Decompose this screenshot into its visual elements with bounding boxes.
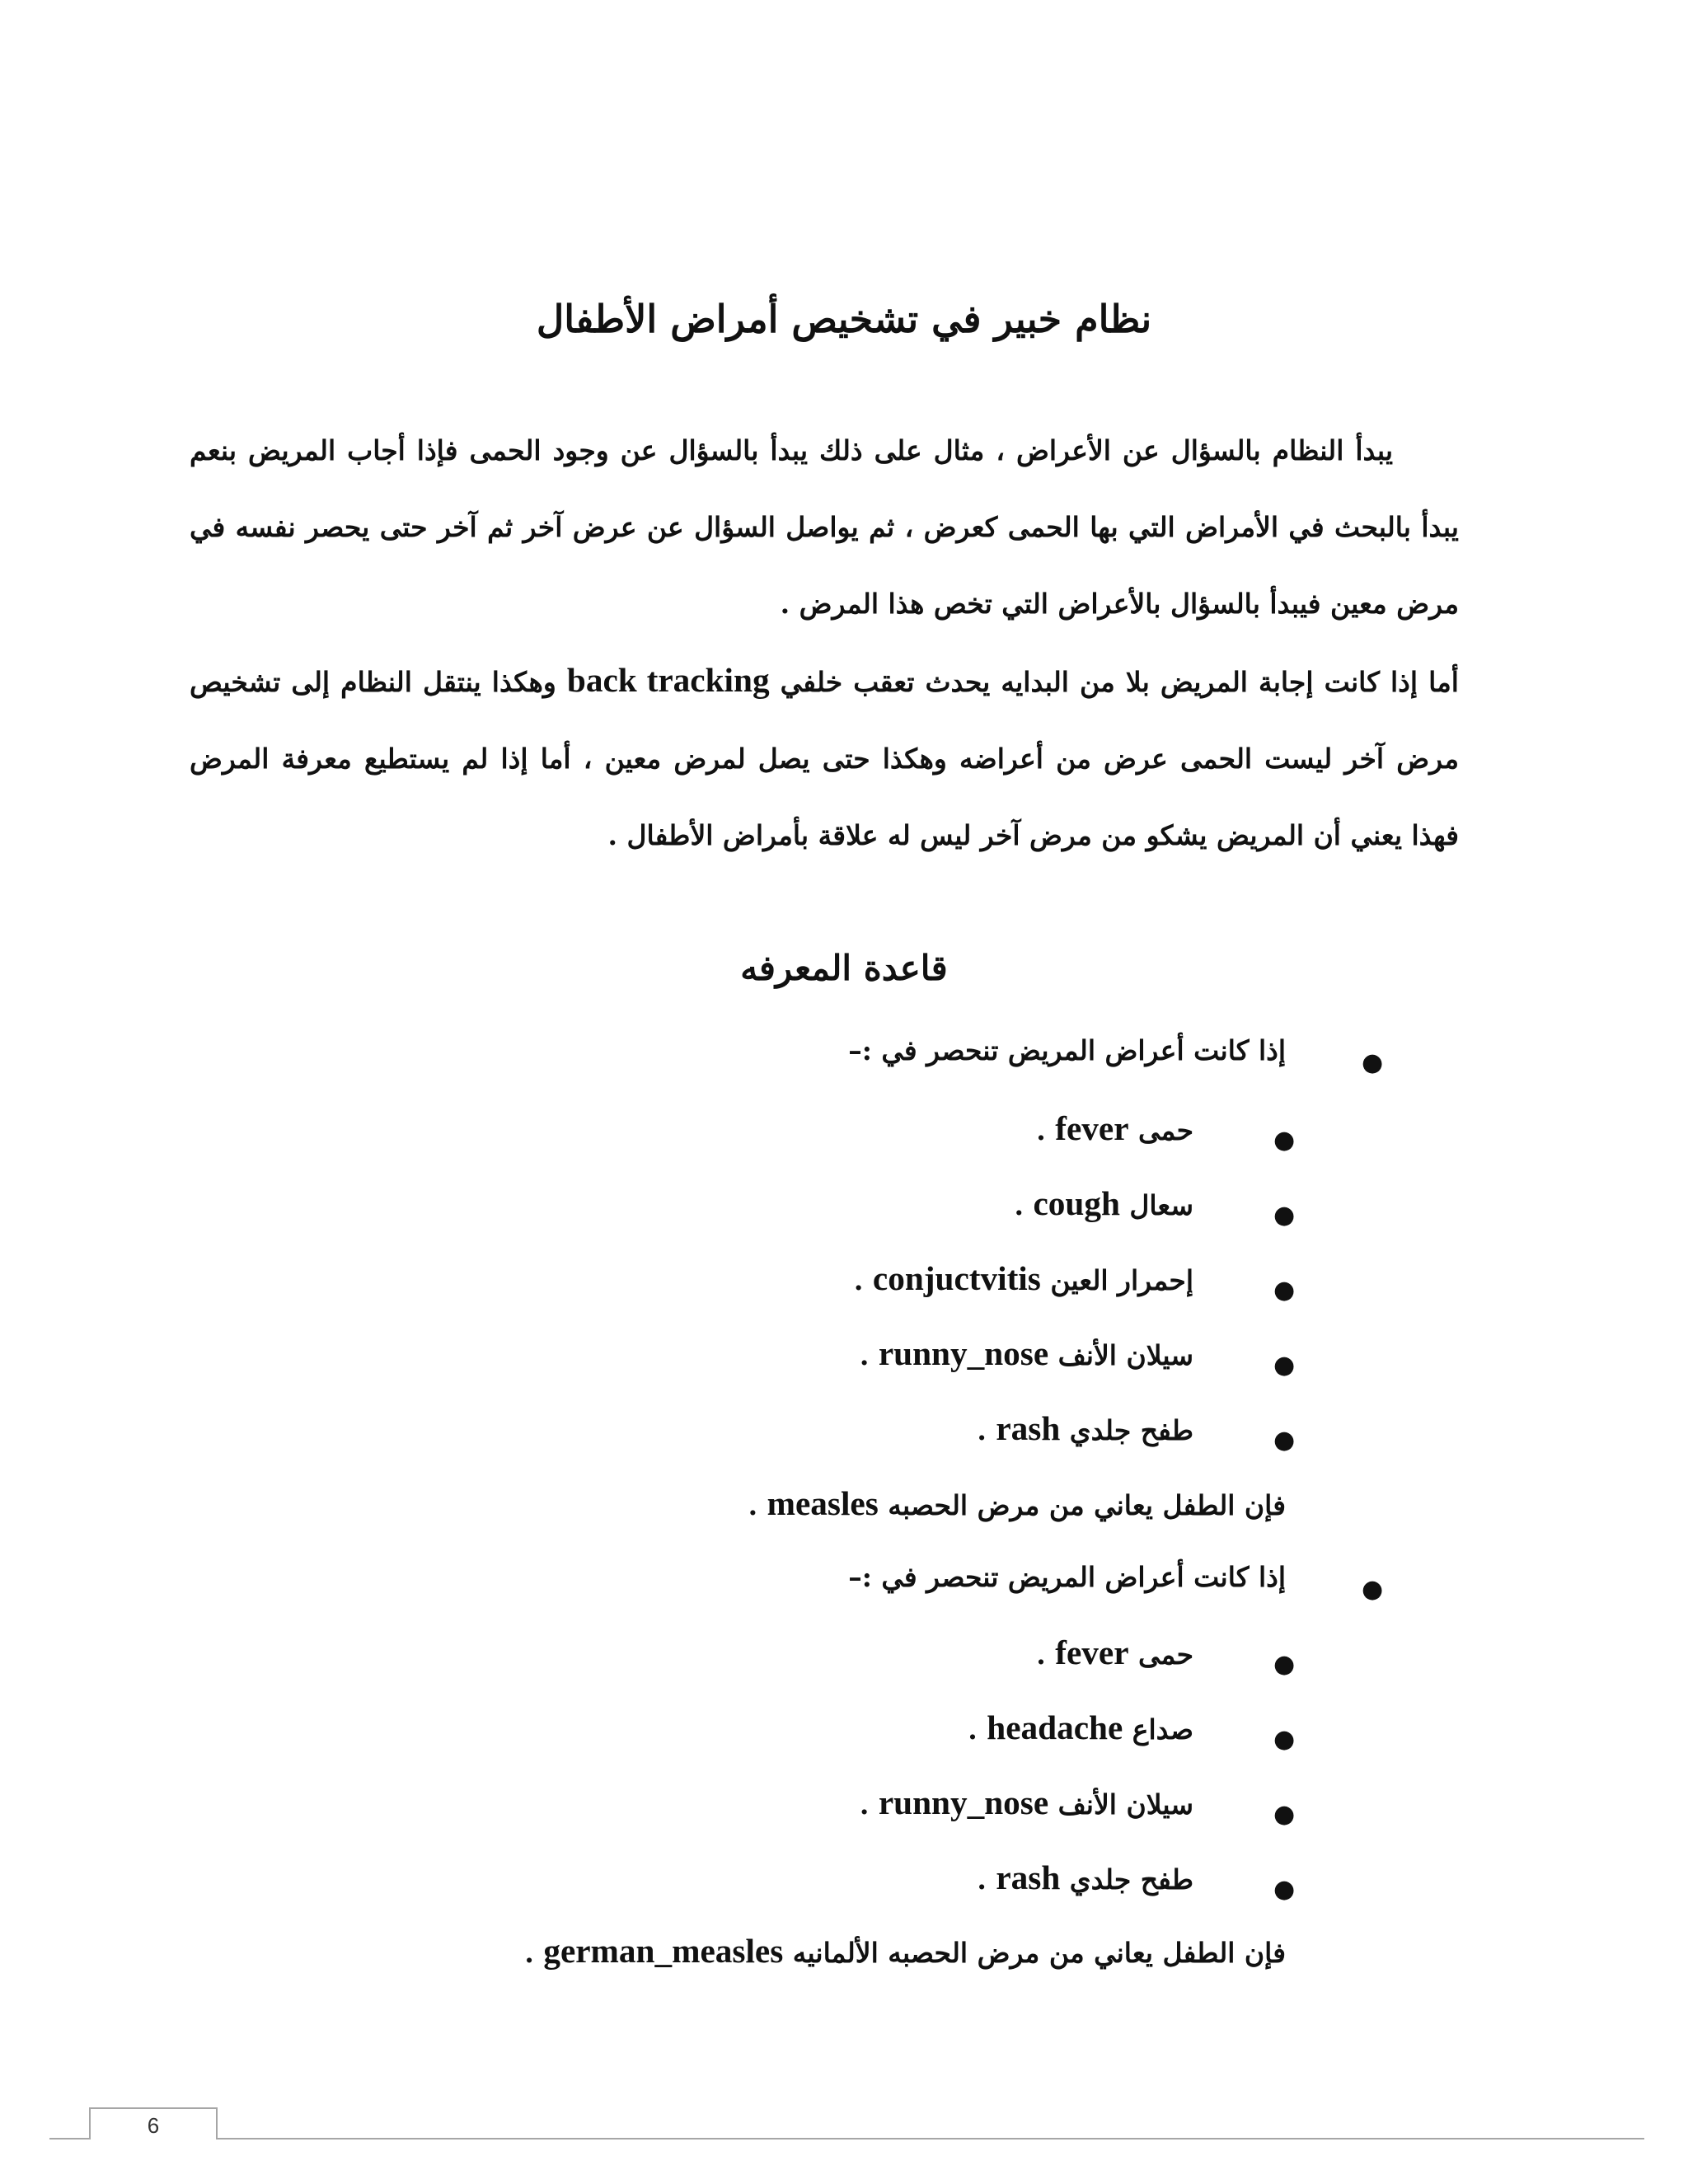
period: . xyxy=(859,1339,870,1371)
period: . xyxy=(748,1489,758,1521)
symptom-english: runny_nose xyxy=(878,1783,1049,1821)
symptom-arabic: طفح جلدي xyxy=(1069,1863,1193,1896)
symptom-arabic: سعال xyxy=(1129,1189,1193,1221)
footer-divider xyxy=(49,2138,1644,2139)
symptom-arabic: سيلان الأنف xyxy=(1057,1788,1193,1821)
rule-1-symptom-4 xyxy=(860,1333,1193,1373)
rule-1-condition: إذا كانت أعراض المريض تنحصر في :– xyxy=(848,1034,1286,1066)
bullet-icon: ● xyxy=(1273,1426,1296,1455)
period: . xyxy=(1014,1189,1024,1221)
symptom-english: runny_nose xyxy=(878,1334,1049,1372)
intro-paragraph-1: يبدأ النظام بالسؤال عن الأعراض ، مثال على ذلك يبدأ بالسؤال عن وجود الحمى فإذا أجاب المريض بنعم يبدأ بالبحث في الأمراض التي بها الحمى كعرض ، ثم يواصل السؤال عن عرض آخر ثم آخر حتى يحصر نفسه في مرض معين فيبدأ بالسؤال بالأعراض التي تخص هذا المرض . xyxy=(190,434,1459,620)
page-title: نظام خبير في تشخيص أمراض الأطفال xyxy=(536,297,1152,341)
symptom-english: fever xyxy=(1055,1633,1129,1671)
rule-1-conclusion xyxy=(748,1483,1286,1523)
period: . xyxy=(1036,1114,1046,1146)
page-number: 6 xyxy=(89,2107,218,2139)
period: . xyxy=(853,1264,864,1296)
intro-section xyxy=(190,412,1459,874)
intro-paragraph-2 xyxy=(190,642,1459,874)
bullet-icon: ● xyxy=(1273,1276,1296,1305)
intro-paragraph-2-start: أما إذا كانت إجابة المريض بلا من البدايه يحدث تعقب خلفي xyxy=(780,666,1459,698)
period: . xyxy=(977,1863,987,1896)
period: . xyxy=(1036,1638,1046,1671)
symptom-arabic: سيلان الأنف xyxy=(1057,1339,1193,1371)
bullet-icon: ● xyxy=(1362,1048,1384,1077)
symptom-arabic: حمى xyxy=(1138,1114,1193,1146)
symptom-english: cough xyxy=(1033,1184,1120,1222)
back-tracking-term: back tracking xyxy=(566,661,770,699)
rule-2-symptom-3 xyxy=(860,1783,1193,1822)
bullet-icon: ● xyxy=(1273,1800,1296,1829)
disease-name: measles xyxy=(767,1484,879,1522)
period: . xyxy=(859,1788,870,1821)
bullet-icon: ● xyxy=(1362,1575,1384,1604)
symptom-english: conjuctvitis xyxy=(872,1259,1041,1297)
rule-1-symptom-2 xyxy=(1014,1183,1193,1223)
rule-1-symptom-1 xyxy=(1036,1108,1193,1148)
conclusion-text: فإن الطفل يعاني من مرض الحصبه الألمانيه xyxy=(792,1937,1286,1969)
rule-2-symptom-2 xyxy=(968,1708,1193,1747)
symptom-arabic: طفح جلدي xyxy=(1069,1414,1193,1446)
symptom-arabic: حمى xyxy=(1138,1638,1193,1671)
bullet-icon: ● xyxy=(1273,1126,1296,1155)
bullet-icon: ● xyxy=(1273,1201,1296,1230)
bullet-icon: ● xyxy=(1273,1650,1296,1679)
rule-1-symptom-3 xyxy=(854,1258,1193,1298)
symptom-english: rash xyxy=(996,1858,1061,1896)
period: . xyxy=(968,1713,978,1746)
bullet-icon: ● xyxy=(1273,1875,1296,1904)
symptom-arabic: صداع xyxy=(1132,1713,1193,1746)
disease-name: german_measles xyxy=(543,1932,784,1970)
intro-paragraph-2-end: وهكذا ينتقل النظام إلى تشخيص مرض آخر ليست الحمى عرض من أعراضه وهكذا حتى يصل لمرض معين ، أما إذا لم يستطيع معرفة المرض فهذا يعني أن المريض يشكو من مرض آخر ليس له علاقة بأمراض الأطفال . xyxy=(190,666,1459,851)
period: . xyxy=(524,1937,534,1969)
symptom-english: rash xyxy=(996,1409,1061,1447)
rule-2-symptom-4 xyxy=(977,1858,1193,1897)
symptom-arabic: إحمرار العين xyxy=(1050,1264,1193,1296)
symptom-english: headache xyxy=(987,1708,1123,1746)
symptom-english: fever xyxy=(1055,1109,1129,1147)
bullet-icon: ● xyxy=(1273,1725,1296,1754)
bullet-icon: ● xyxy=(1273,1351,1296,1380)
rule-1-symptom-5 xyxy=(977,1408,1193,1448)
period: . xyxy=(977,1414,987,1446)
conclusion-text: فإن الطفل يعاني من مرض الحصبه xyxy=(888,1489,1286,1521)
rule-2-conclusion xyxy=(524,1931,1286,1971)
knowledge-base-heading: قاعدة المعرفه xyxy=(740,948,948,988)
rule-2-symptom-1 xyxy=(1036,1633,1193,1672)
rule-2-condition: إذا كانت أعراض المريض تنحصر في :– xyxy=(848,1561,1286,1593)
